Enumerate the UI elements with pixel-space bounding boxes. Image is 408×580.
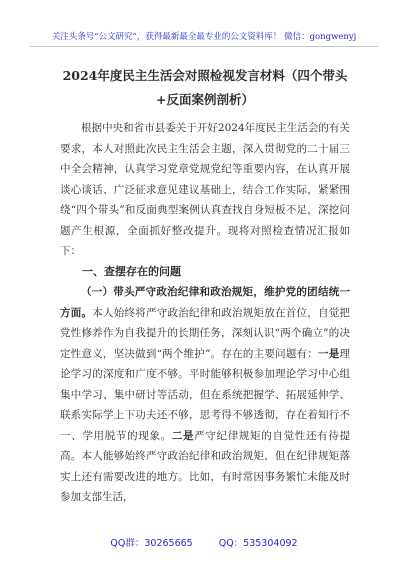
point-one-label: 一是 [318, 347, 340, 360]
footer-qq-group: QQ群：30265665 [110, 538, 193, 549]
subsection-heading: （一）带头严守政治纪律和政治规矩，维护党的团结统一方面。 [60, 286, 350, 319]
subsection-paragraph [60, 282, 350, 508]
footer [0, 535, 408, 549]
point-two-label: 二是 [171, 429, 195, 442]
header-divider [30, 46, 378, 47]
footer-qq: QQ：535304092 [218, 538, 298, 549]
intro-paragraph: 根据中央和省市县委关于开好2024年度民主生活会的有关要求，本人对照此次民主生活会主题，深入贯彻党的二十届三中全会精神，认真学习党章党规党纪等重要内容，在认真开展谈心谈话、广泛征求意见建议基础上，结合工作实际，紧紧围绕“四个带头”和反面典型案例认真查找自身短板不足，深挖问题产生根源，全面抓好整改提升。现将对照检查情况汇报如下： [60, 122, 350, 257]
document-body [60, 64, 350, 508]
point-one-text: 理论学习的深度和广度不够。平时能够积极参加理论学习中心组集中学习、集中研讨等活动，但在系统把握学、拓展延伸学、联系实际学上下功夫还不够，思考得不够透彻，存在着知行不一、学用脱节的现象。 [60, 347, 350, 442]
point-two-text: 严守纪律规矩的自觉性还有待提高。本人能够始终严守政治纪律和政治规矩，但在纪律规矩落实上还有需要改进的地方。比如，有时常因事务繁忙未能及时参加支部生活， [60, 429, 351, 503]
section-heading: 一、查摆存在的问题 [82, 264, 181, 278]
subsection-text: 本人始终将严守政治纪律和政治规矩放在首位，自觉把党性修养作为自我提升的长期任务，深刻认识“两个确立”的决定性意义，坚决做到“两个维护”。存在的主要问题有： [60, 306, 350, 360]
header-banner: 关注头条号“公文研究”，获得最新最全最专业的公文资料库！ 微信：gongwenyj [51, 32, 357, 42]
document-title: 2024年度民主生活会对照检视发言材料（四个带头+反面案例剖析） [62, 68, 348, 107]
